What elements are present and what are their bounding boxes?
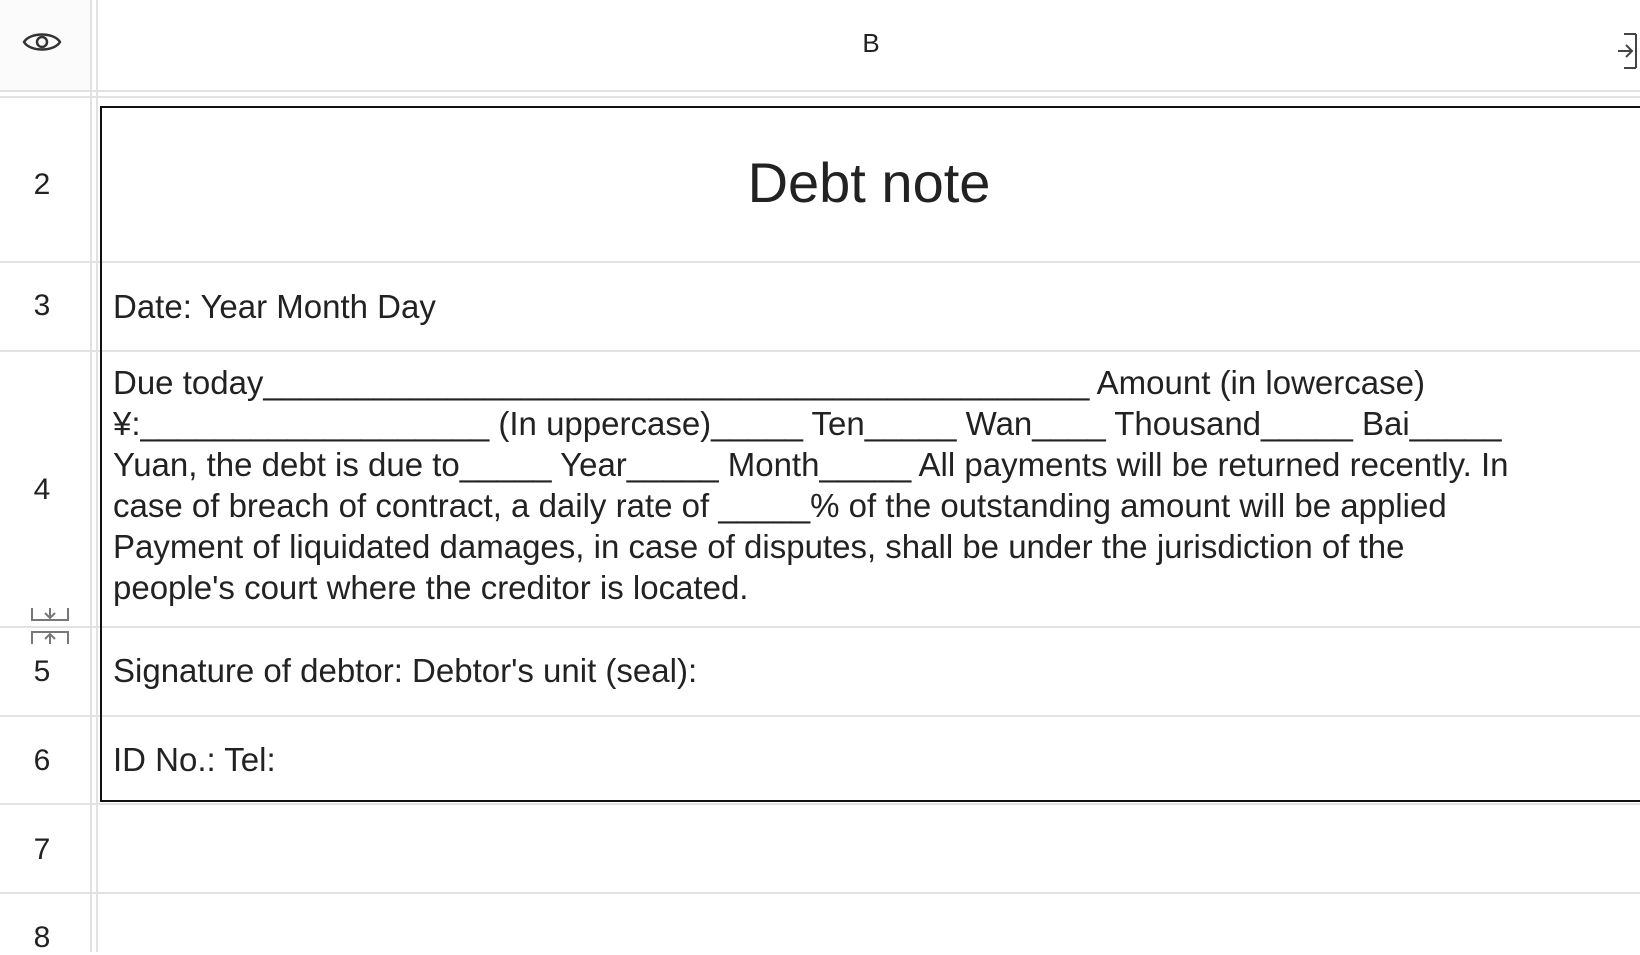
cell-b3-date[interactable]: Date: Year Month Day (113, 288, 436, 325)
row-number-8[interactable]: 8 (33, 921, 51, 954)
row-line-5-6 (0, 715, 1640, 717)
row-line-7-8 (0, 892, 1640, 894)
cell-b6-id[interactable]: ID No.: Tel: (113, 741, 276, 778)
frozen-row-line (0, 96, 1640, 98)
frozen-column-divider (90, 0, 92, 952)
row-line-6-7 (0, 803, 1640, 805)
body-line-1: Due today_____________________________________________ Amount (in lowercase) (113, 364, 1425, 401)
body-line-4: case of breach of contract, a daily rate of _____% of the outstanding amount will be applied (113, 487, 1447, 524)
row-line-4-5 (0, 626, 1640, 628)
row-number-3[interactable]: 3 (33, 289, 51, 322)
row-number-4[interactable]: 4 (33, 473, 51, 506)
header-bottom-line (0, 90, 1640, 92)
row-number-7[interactable]: 7 (33, 833, 51, 866)
eye-icon[interactable] (22, 28, 62, 56)
cell-b5-signature[interactable]: Signature of debtor: Debtor's unit (seal): (113, 652, 698, 689)
body-line-2: ¥:___________________ (In uppercase)_____ Ten_____ Wan____ Thousand_____ Bai_____ (113, 405, 1502, 442)
row-line-2-3 (0, 261, 1640, 263)
cell-b4-body[interactable] (113, 362, 1628, 608)
column-header-b[interactable] (102, 0, 1640, 90)
collapse-panel-icon[interactable] (1614, 32, 1638, 70)
row-number-5[interactable]: 5 (33, 655, 51, 688)
row-number-6[interactable]: 6 (33, 744, 51, 777)
row-number-2[interactable]: 2 (33, 168, 51, 201)
row-resize-icon[interactable] (30, 606, 70, 646)
body-line-6: people's court where the creditor is located. (113, 569, 749, 606)
body-line-5: Payment of liquidated damages, in case of disputes, shall be under the jurisdiction of the (113, 528, 1405, 565)
row-line-3-4 (0, 350, 1640, 352)
cell-b2-title[interactable]: Debt note (747, 151, 991, 214)
column-header-label: B (862, 28, 880, 58)
frozen-column-divider-2 (96, 0, 98, 952)
body-line-3: Yuan, the debt is due to_____ Year_____ Month_____ All payments will be returned recently. In (113, 446, 1509, 483)
